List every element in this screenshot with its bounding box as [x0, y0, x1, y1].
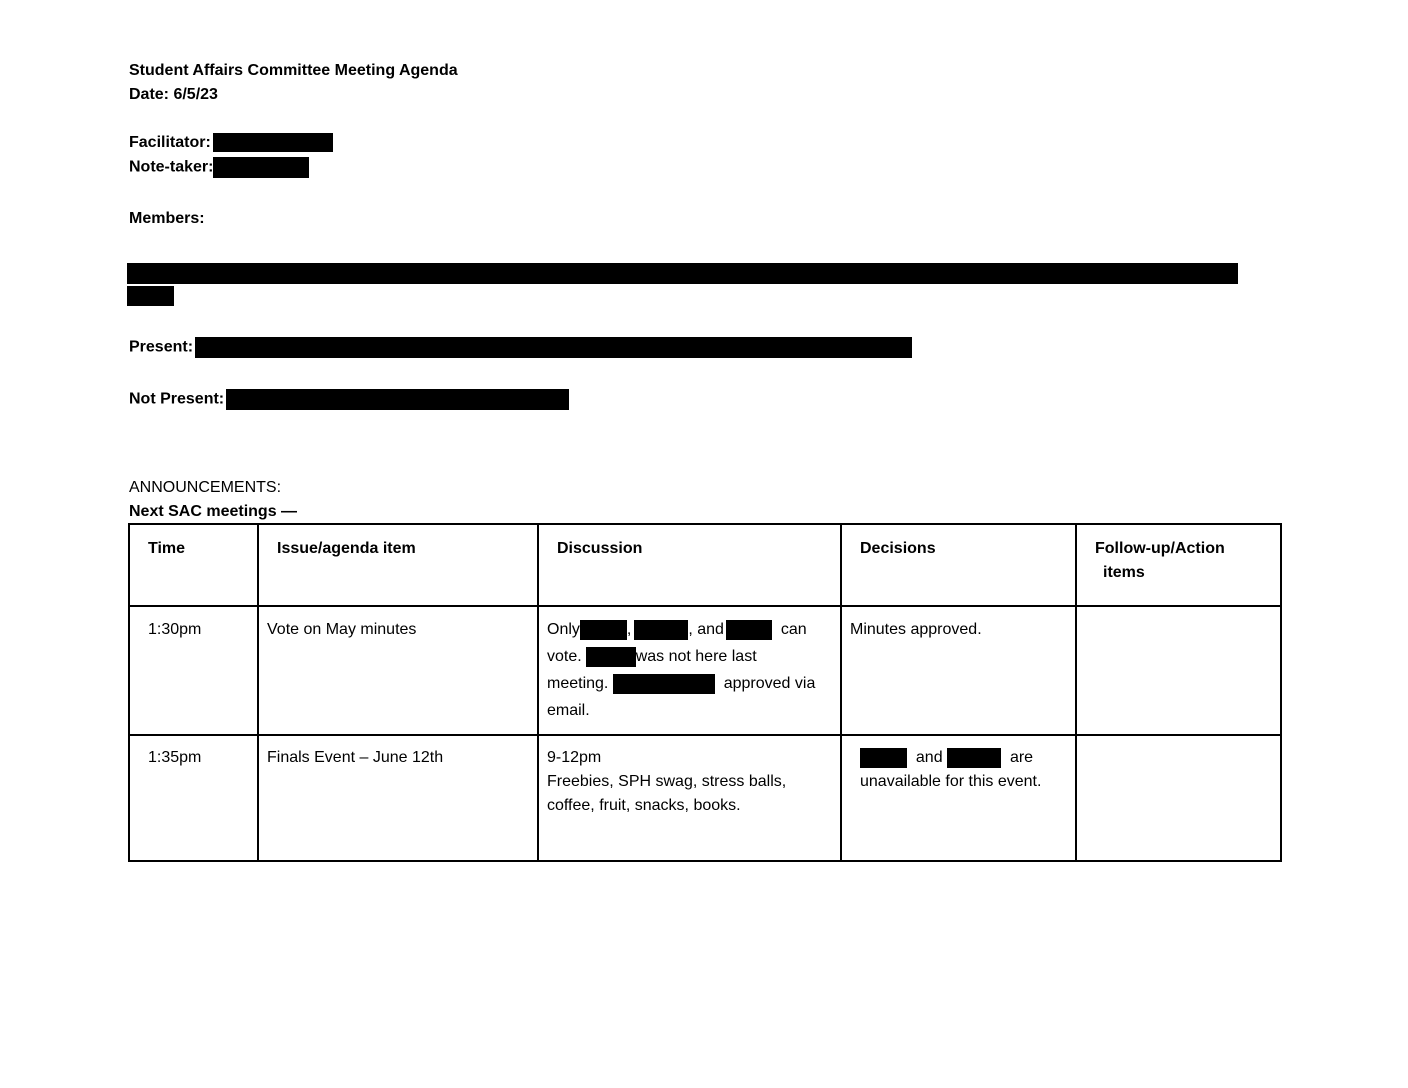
header-cell: Decisions — [841, 524, 1076, 606]
facilitator-label: Facilitator: — [129, 134, 211, 151]
notetaker-line — [129, 157, 309, 178]
redaction-box — [580, 620, 627, 640]
not-present-line — [129, 389, 569, 410]
header-cell: Follow-up/Action items — [1076, 524, 1281, 606]
followup-cell — [1076, 735, 1281, 861]
redaction-box — [613, 674, 715, 694]
redaction-box — [860, 748, 907, 768]
members-label: Members: — [129, 210, 205, 227]
header-cell: Discussion — [538, 524, 841, 606]
time-cell: 1:35pm — [129, 735, 258, 861]
decisions-cell: Minutes approved. — [841, 606, 1076, 735]
redaction-box — [226, 389, 569, 410]
notetaker-label: Note-taker: — [129, 158, 214, 176]
facilitator-line — [129, 133, 333, 153]
present-line — [129, 337, 912, 358]
issue-cell: Finals Event – June 12th — [258, 735, 538, 861]
meeting-date: Date: 6/5/23 — [129, 86, 218, 103]
redaction-box — [127, 286, 174, 306]
present-label: Present: — [129, 338, 194, 356]
redaction-box — [634, 620, 688, 640]
header-cell: Issue/agenda item — [258, 524, 538, 606]
decisions-cell: and are unavailable for this event. — [841, 735, 1076, 861]
not-present-label: Not Present: — [129, 390, 225, 408]
redaction-box — [947, 748, 1001, 768]
redaction-box — [726, 620, 772, 640]
redaction-box — [213, 157, 309, 178]
agenda-table — [128, 523, 1282, 862]
discussion-cell: Only , , and can vote. was not here last meeting. approved via email. — [538, 606, 841, 735]
next-meetings: Next SAC meetings — — [129, 503, 298, 520]
announcements-label: ANNOUNCEMENTS: — [129, 479, 282, 496]
followup-cell — [1076, 606, 1281, 735]
discussion-cell: 9-12pm Freebies, SPH swag, stress balls, coffee, fruit, snacks, books. — [538, 735, 841, 861]
table-row — [129, 606, 1281, 735]
issue-cell: Vote on May minutes — [258, 606, 538, 735]
redaction-box — [195, 337, 912, 358]
document-title: Student Affairs Committee Meeting Agenda — [129, 62, 458, 79]
redaction-box — [213, 133, 333, 152]
table-header-row — [129, 524, 1281, 606]
redaction-box — [127, 263, 1238, 284]
table-row — [129, 735, 1281, 861]
header-cell: Time — [129, 524, 258, 606]
redaction-box — [586, 647, 636, 667]
time-cell: 1:30pm — [129, 606, 258, 735]
